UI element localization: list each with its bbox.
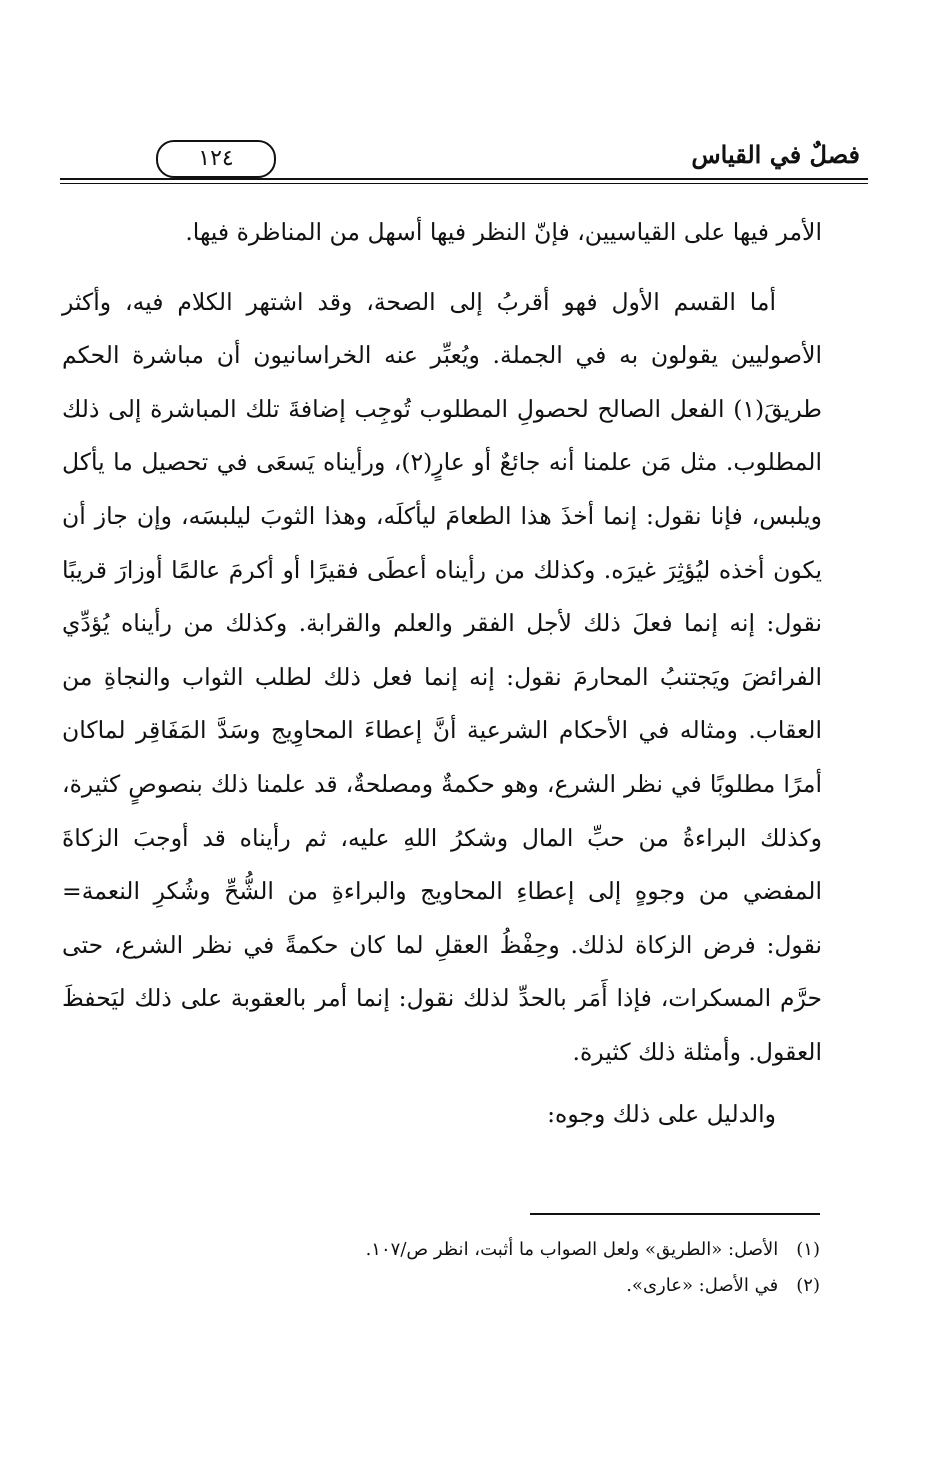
paragraph-continuation: الأمر فيها على القياسيين، فإنّ النظر فيها أسهل من المناظرة فيها. <box>185 218 822 246</box>
main-text <box>62 206 822 1141</box>
footnotes <box>100 1232 820 1304</box>
running-title: فصلٌ في القياس <box>691 140 860 169</box>
header-rule <box>60 178 868 180</box>
footnote-separator <box>530 1213 820 1215</box>
footnote-item <box>100 1268 820 1304</box>
footnote-number: (١) <box>796 1239 820 1260</box>
paragraph-main: أما القسم الأول فهو أقربُ إلى الصحة، وقد اشتهر الكلام فيه، وأكثر الأصوليين يقولون به في الجملة. ويُعبِّر عنه الخراسانيون أن مباشرة الحكم طريقَ(١) الفعل الصالح لحصولِ المطلوب تُوجِب إضافةَ تلك المباشرة إلى ذلك المطلوب. مثل مَن علمنا أنه جائعٌ أو عارٍ(٢)، ورأيناه يَسعَى في تحصيل ما يأكل ويلبس، فإنا نقول: إنما أخذَ هذا الطعامَ ليأكلَه، وهذا الثوبَ ليلبسَه، وإن جاز أن يكون أخذه ليُؤثِرَ غيرَه. وكذلك من رأيناه أعطَى فقيرًا أو أكرمَ عالمًا أوزارَ قريبًا نقول: إنه إنما فعلَ ذلك لأجل الفقر والعلم والقرابة. وكذلك من رأيناه يُؤدِّي الفرائضَ ويَجتنبُ المحارمَ نقول: إنه إنما فعل ذلك لطلب الثواب والنجاةِ من العقاب. ومثاله في الأحكام الشرعية أنَّ إعطاءَ المحاوِيج وسَدَّ المَفَاقِر لماكان أمرًا مطلوبًا في نظر الشرع، وهو حكمةٌ ومصلحةٌ، قد علمنا ذلك بنصوصٍ كثيرة، وكذلك البراءةُ من حبِّ المال وشكرُ اللهِ عليه، ثم رأيناه قد أوجبَ الزكاةَ المفضي من وجوهٍ إلى إعطاءِ المحاويج والبراءةِ من الشُّحِّ وشُكرِ النعمة= نقول: فرض الزكاة لذلك. وحِفْظُ العقلِ لما كان حكمةً في نظر الشرع، حتى حرَّم المسكرات، فإذا أَمَر بالحدِّ لذلك نقول: إنما أمر بالعقوبة على ذلك ليَحفظَ العقول. وأمثلة ذلك كثيرة. <box>62 287 822 1066</box>
footnote-item <box>100 1232 820 1268</box>
page-number-badge: ١٢٤ <box>156 140 276 178</box>
page-header <box>60 140 868 186</box>
header-rule-thin <box>60 183 868 184</box>
footnote-text: الأصل: «الطريق» ولعل الصواب ما أثبت، انظر ص/١٠٧. <box>365 1239 779 1260</box>
footnote-number: (٢) <box>796 1275 820 1296</box>
paragraph-conclusion: والدليل على ذلك وجوه: <box>547 1099 776 1128</box>
footnote-text: في الأصل: «عارى». <box>626 1275 779 1296</box>
